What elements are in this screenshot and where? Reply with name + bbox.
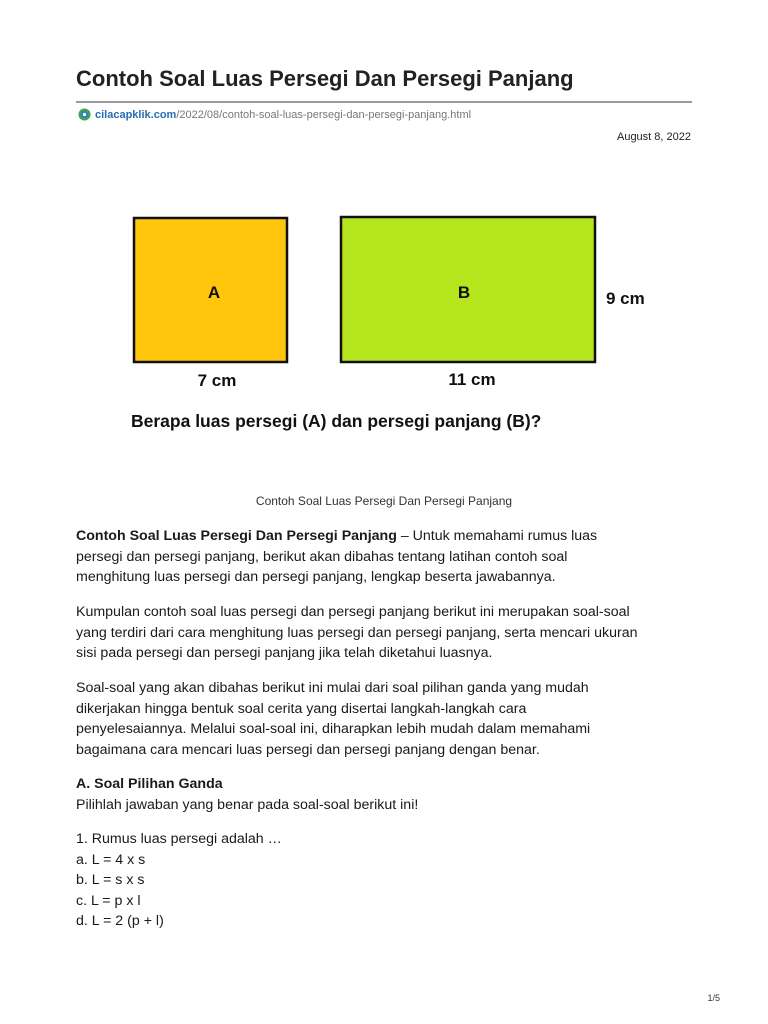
title-divider <box>76 101 692 103</box>
source-domain[interactable]: cilacapklik.com <box>95 108 177 121</box>
page-title: Contoh Soal Luas Persegi Dan Persegi Panjang <box>76 66 574 91</box>
rectangle-b-label: B <box>457 283 471 302</box>
source-link[interactable] <box>78 108 471 121</box>
rectangle-width-label: 11 cm <box>448 370 496 389</box>
shapes-figure <box>76 190 692 450</box>
question-1: 1. Rumus luas persegi adalah … <box>76 831 282 847</box>
intro-lead: Contoh Soal Luas Persegi Dan Persegi Panjang <box>76 528 397 544</box>
square-a-label: A <box>207 283 221 302</box>
rectangle-height-label: 9 cm <box>606 289 645 308</box>
option-b: b. L = s x s <box>76 872 145 888</box>
option-d: d. L = 2 (p + l) <box>76 913 164 929</box>
globe-icon <box>78 108 91 121</box>
question-block <box>76 829 696 932</box>
option-c: c. L = p x l <box>76 892 141 909</box>
source-path[interactable]: /2022/08/contoh-soal-luas-persegi-dan-persegi-panjang.html <box>176 108 472 121</box>
section-heading: A. Soal Pilihan Ganda <box>76 776 223 792</box>
intro-paragraph: Contoh Soal Luas Persegi Dan Persegi Panjang – Untuk memahami rumus luas persegi dan persegi panjang, berikut akan dibahas tentang latihan contoh soal menghitung luas persegi dan persegi panjang, lengkap beserta jawabannya. <box>76 528 598 585</box>
figure-question: Berapa luas persegi (A) dan persegi panjang (B)? <box>131 411 542 431</box>
collection-paragraph: Kumpulan contoh soal luas persegi dan persegi panjang berikut ini merupakan soal-soal yang terdiri dari cara menghitung luas persegi dan persegi panjang, serta mencari ukuran sisi pada persegi dan persegi panjang jika telah diketahui luasnya. <box>76 604 638 661</box>
page-number: 1/5 <box>707 993 720 1003</box>
square-width-label: 7 cm <box>197 371 237 390</box>
description-paragraph: Soal-soal yang akan dibahas berikut ini mulai dari soal pilihan ganda yang mudah dikerjakan hingga bentuk soal cerita yang disertai langkah-langkah cara penyelesaiannya. Melalui soal-soal ini, diharapkan lebih mudah dalam memahami bagaimana cara mencari luas persegi dan persegi panjang dengan benar. <box>76 680 591 758</box>
section-block <box>76 774 696 815</box>
option-a: a. L = 4 x s <box>76 851 146 868</box>
section-intro: Pilihlah jawaban yang benar pada soal-soal berikut ini! <box>76 796 419 813</box>
figure-caption: Contoh Soal Luas Persegi Dan Persegi Panjang <box>255 494 513 508</box>
publish-date: August 8, 2022 <box>616 131 691 143</box>
